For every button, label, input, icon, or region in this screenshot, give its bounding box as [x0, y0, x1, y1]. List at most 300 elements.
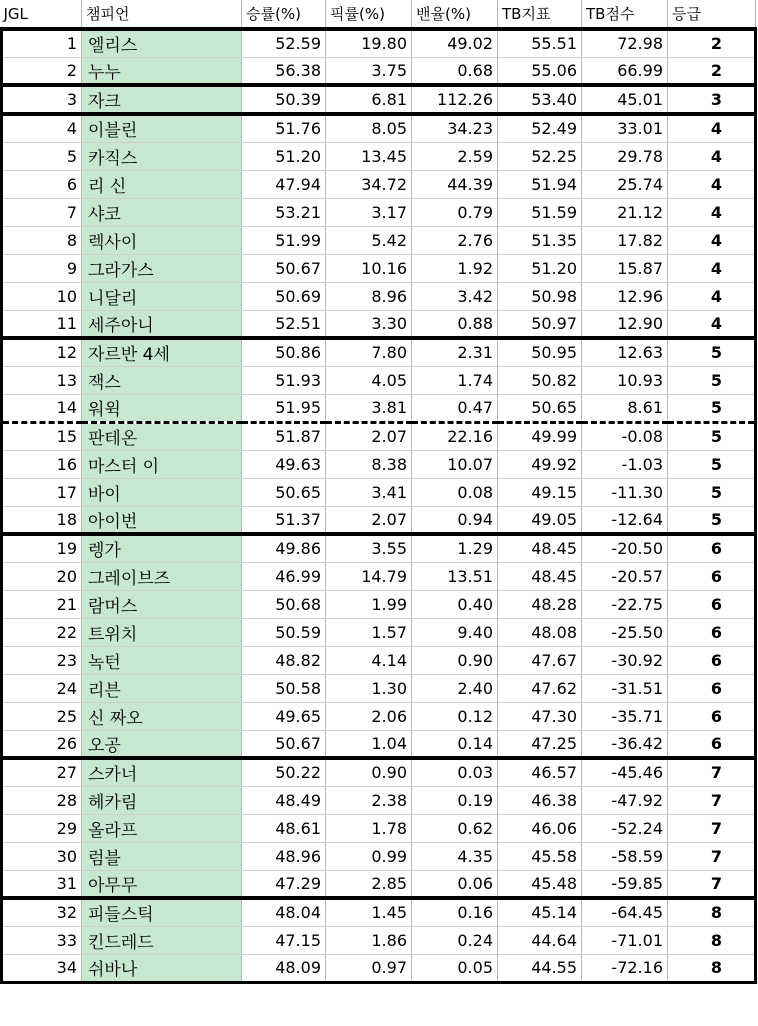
ban-rate-cell[interactable]: 2.76	[412, 226, 498, 254]
tb-index-cell[interactable]: 51.59	[498, 198, 582, 226]
ban-rate-cell[interactable]: 0.05	[412, 954, 498, 982]
ban-rate-cell[interactable]: 2.40	[412, 674, 498, 702]
tier-cell[interactable]: 4	[668, 282, 756, 310]
champion-cell[interactable]: 잭스	[82, 366, 242, 394]
ban-rate-cell[interactable]: 0.40	[412, 590, 498, 618]
tb-index-cell[interactable]: 44.64	[498, 926, 582, 954]
rank-cell[interactable]: 33	[2, 926, 82, 954]
rank-cell[interactable]: 15	[2, 422, 82, 450]
pick-rate-cell[interactable]: 8.05	[326, 114, 412, 142]
table-row	[2, 450, 756, 478]
tier-cell[interactable]: 4	[668, 170, 756, 198]
tb-score-cell[interactable]: -20.57	[582, 562, 668, 590]
tb-index-cell[interactable]: 50.82	[498, 366, 582, 394]
tb-score-cell[interactable]: -25.50	[582, 618, 668, 646]
tier-cell[interactable]: 6	[668, 618, 756, 646]
win-rate-cell[interactable]: 49.86	[242, 534, 326, 562]
rank-cell[interactable]: 20	[2, 562, 82, 590]
rank-cell[interactable]: 31	[2, 870, 82, 898]
champion-cell[interactable]: 올라프	[82, 814, 242, 842]
tb-index-cell[interactable]: 47.62	[498, 674, 582, 702]
champion-cell[interactable]: 워윅	[82, 394, 242, 422]
champion-cell[interactable]: 오공	[82, 730, 242, 758]
tb-score-cell[interactable]: -47.92	[582, 786, 668, 814]
champion-cell[interactable]: 신 짜오	[82, 702, 242, 730]
ban-rate-cell[interactable]: 1.74	[412, 366, 498, 394]
tb-index-cell[interactable]: 44.55	[498, 954, 582, 982]
tb-score-cell[interactable]: 45.01	[582, 85, 668, 114]
tb-score-cell[interactable]: 21.12	[582, 198, 668, 226]
tb-score-cell[interactable]: 12.63	[582, 338, 668, 366]
table-row	[2, 310, 756, 338]
table-row	[2, 422, 756, 450]
win-rate-cell[interactable]: 47.94	[242, 170, 326, 198]
tb-score-cell[interactable]: 29.78	[582, 142, 668, 170]
tier-cell[interactable]: 4	[668, 114, 756, 142]
pick-rate-cell[interactable]: 2.07	[326, 422, 412, 450]
champion-cell[interactable]: 리븐	[82, 674, 242, 702]
win-rate-cell[interactable]: 51.95	[242, 394, 326, 422]
pick-rate-cell[interactable]: 3.17	[326, 198, 412, 226]
tier-cell[interactable]: 5	[668, 338, 756, 366]
ban-rate-cell[interactable]: 2.31	[412, 338, 498, 366]
ban-rate-cell[interactable]: 0.88	[412, 310, 498, 338]
rank-cell[interactable]: 13	[2, 366, 82, 394]
win-rate-cell[interactable]: 48.09	[242, 954, 326, 982]
win-rate-cell[interactable]: 50.22	[242, 758, 326, 786]
pick-rate-cell[interactable]: 5.42	[326, 226, 412, 254]
tier-cell[interactable]: 8	[668, 954, 756, 982]
pick-rate-cell[interactable]: 4.05	[326, 366, 412, 394]
win-rate-cell[interactable]: 51.20	[242, 142, 326, 170]
pick-rate-cell[interactable]: 2.06	[326, 702, 412, 730]
table-row	[2, 534, 756, 562]
tier-cell[interactable]: 7	[668, 758, 756, 786]
champion-cell[interactable]: 녹턴	[82, 646, 242, 674]
tb-score-cell[interactable]: -59.85	[582, 870, 668, 898]
rank-cell[interactable]: 7	[2, 198, 82, 226]
champion-cell[interactable]: 쉬바나	[82, 954, 242, 982]
tb-score-cell[interactable]: 33.01	[582, 114, 668, 142]
tb-score-cell[interactable]: -36.42	[582, 730, 668, 758]
table-row	[2, 702, 756, 730]
ban-rate-cell[interactable]: 0.79	[412, 198, 498, 226]
rank-cell[interactable]: 17	[2, 478, 82, 506]
tb-index-cell[interactable]: 53.40	[498, 85, 582, 114]
tb-score-cell[interactable]: -22.75	[582, 590, 668, 618]
header-tier[interactable]: 등급	[668, 0, 756, 29]
tb-index-cell[interactable]: 50.98	[498, 282, 582, 310]
tb-index-cell[interactable]: 55.06	[498, 57, 582, 85]
tb-index-cell[interactable]: 48.45	[498, 534, 582, 562]
ban-rate-cell[interactable]: 13.51	[412, 562, 498, 590]
tb-index-cell[interactable]: 45.48	[498, 870, 582, 898]
pick-rate-cell[interactable]: 1.04	[326, 730, 412, 758]
win-rate-cell[interactable]: 51.99	[242, 226, 326, 254]
champion-cell[interactable]: 리 신	[82, 170, 242, 198]
pick-rate-cell[interactable]: 6.81	[326, 85, 412, 114]
table-row	[2, 254, 756, 282]
header-row	[2, 0, 756, 29]
tb-index-cell[interactable]: 50.97	[498, 310, 582, 338]
tier-cell[interactable]: 4	[668, 142, 756, 170]
champion-cell[interactable]: 아무무	[82, 870, 242, 898]
tb-score-cell[interactable]: 10.93	[582, 366, 668, 394]
pick-rate-cell[interactable]: 1.45	[326, 898, 412, 926]
tb-score-cell[interactable]: -52.24	[582, 814, 668, 842]
pick-rate-cell[interactable]: 34.72	[326, 170, 412, 198]
pick-rate-cell[interactable]: 3.41	[326, 478, 412, 506]
tb-score-cell[interactable]: 72.98	[582, 29, 668, 57]
tb-score-cell[interactable]: 25.74	[582, 170, 668, 198]
tb-index-cell[interactable]: 49.05	[498, 506, 582, 534]
win-rate-cell[interactable]: 50.65	[242, 478, 326, 506]
table-row	[2, 646, 756, 674]
pick-rate-cell[interactable]: 13.45	[326, 142, 412, 170]
tb-index-cell[interactable]: 51.35	[498, 226, 582, 254]
rank-cell[interactable]: 1	[2, 29, 82, 57]
table-row	[2, 786, 756, 814]
rank-cell[interactable]: 25	[2, 702, 82, 730]
tb-index-cell[interactable]: 48.08	[498, 618, 582, 646]
tb-index-cell[interactable]: 46.57	[498, 758, 582, 786]
pick-rate-cell[interactable]: 2.07	[326, 506, 412, 534]
tb-index-cell[interactable]: 45.58	[498, 842, 582, 870]
rank-cell[interactable]: 14	[2, 394, 82, 422]
tier-cell[interactable]: 4	[668, 226, 756, 254]
ban-rate-cell[interactable]: 0.19	[412, 786, 498, 814]
champion-cell[interactable]: 이블린	[82, 114, 242, 142]
table-row	[2, 758, 756, 786]
ban-rate-cell[interactable]: 10.07	[412, 450, 498, 478]
tier-cell[interactable]: 7	[668, 814, 756, 842]
tier-cell[interactable]: 6	[668, 562, 756, 590]
pick-rate-cell[interactable]: 1.86	[326, 926, 412, 954]
tier-cell[interactable]: 5	[668, 394, 756, 422]
champion-cell[interactable]: 그라가스	[82, 254, 242, 282]
pick-rate-cell[interactable]: 1.57	[326, 618, 412, 646]
rank-cell[interactable]: 21	[2, 590, 82, 618]
tb-score-cell[interactable]: -30.92	[582, 646, 668, 674]
win-rate-cell[interactable]: 51.93	[242, 366, 326, 394]
pick-rate-cell[interactable]: 8.38	[326, 450, 412, 478]
tb-score-cell[interactable]: -11.30	[582, 478, 668, 506]
win-rate-cell[interactable]: 50.68	[242, 590, 326, 618]
pick-rate-cell[interactable]: 14.79	[326, 562, 412, 590]
tier-cell[interactable]: 5	[668, 506, 756, 534]
win-rate-cell[interactable]: 51.37	[242, 506, 326, 534]
header-ban-rate[interactable]: 밴율(%)	[412, 0, 498, 29]
tier-cell[interactable]: 6	[668, 646, 756, 674]
ban-rate-cell[interactable]: 0.24	[412, 926, 498, 954]
champion-cell[interactable]: 럼블	[82, 842, 242, 870]
rank-cell[interactable]: 24	[2, 674, 82, 702]
ban-rate-cell[interactable]: 49.02	[412, 29, 498, 57]
rank-cell[interactable]: 5	[2, 142, 82, 170]
tb-score-cell[interactable]: -1.03	[582, 450, 668, 478]
pick-rate-cell[interactable]: 3.75	[326, 57, 412, 85]
tb-score-cell[interactable]: -31.51	[582, 674, 668, 702]
champion-cell[interactable]: 트위치	[82, 618, 242, 646]
rank-cell[interactable]: 19	[2, 534, 82, 562]
ban-rate-cell[interactable]: 1.29	[412, 534, 498, 562]
win-rate-cell[interactable]: 52.59	[242, 29, 326, 57]
table-row	[2, 506, 756, 534]
tb-score-cell[interactable]: -35.71	[582, 702, 668, 730]
pick-rate-cell[interactable]: 1.99	[326, 590, 412, 618]
win-rate-cell[interactable]: 50.39	[242, 85, 326, 114]
champion-cell[interactable]: 헤카림	[82, 786, 242, 814]
tb-index-cell[interactable]: 46.38	[498, 786, 582, 814]
tier-cell[interactable]: 6	[668, 674, 756, 702]
table-row	[2, 85, 756, 114]
header-jgl[interactable]: JGL	[2, 0, 82, 29]
win-rate-cell[interactable]: 50.67	[242, 254, 326, 282]
tb-score-cell[interactable]: 66.99	[582, 57, 668, 85]
ban-rate-cell[interactable]: 22.16	[412, 422, 498, 450]
table-row	[2, 198, 756, 226]
tier-cell[interactable]: 2	[668, 57, 756, 85]
table-row	[2, 170, 756, 198]
rank-cell[interactable]: 11	[2, 310, 82, 338]
ban-rate-cell[interactable]: 2.59	[412, 142, 498, 170]
tb-score-cell[interactable]: 12.96	[582, 282, 668, 310]
pick-rate-cell[interactable]: 0.90	[326, 758, 412, 786]
champion-cell[interactable]: 아이번	[82, 506, 242, 534]
win-rate-cell[interactable]: 48.82	[242, 646, 326, 674]
tb-score-cell[interactable]: 17.82	[582, 226, 668, 254]
ban-rate-cell[interactable]: 0.12	[412, 702, 498, 730]
champion-cell[interactable]: 바이	[82, 478, 242, 506]
tier-cell[interactable]: 5	[668, 478, 756, 506]
tier-cell[interactable]: 6	[668, 534, 756, 562]
tb-index-cell[interactable]: 49.15	[498, 478, 582, 506]
tier-cell[interactable]: 4	[668, 310, 756, 338]
header-tb-score[interactable]: TB점수	[582, 0, 668, 29]
header-champion[interactable]: 챔피언	[82, 0, 242, 29]
tb-index-cell[interactable]: 51.94	[498, 170, 582, 198]
ban-rate-cell[interactable]: 9.40	[412, 618, 498, 646]
tb-index-cell[interactable]: 50.95	[498, 338, 582, 366]
ban-rate-cell[interactable]: 0.08	[412, 478, 498, 506]
rank-cell[interactable]: 9	[2, 254, 82, 282]
header-tb-index[interactable]: TB지표	[498, 0, 582, 29]
win-rate-cell[interactable]: 48.61	[242, 814, 326, 842]
pick-rate-cell[interactable]: 2.38	[326, 786, 412, 814]
champion-cell[interactable]: 스카너	[82, 758, 242, 786]
tier-cell[interactable]: 6	[668, 590, 756, 618]
ban-rate-cell[interactable]: 44.39	[412, 170, 498, 198]
pick-rate-cell[interactable]: 3.81	[326, 394, 412, 422]
ban-rate-cell[interactable]: 34.23	[412, 114, 498, 142]
ban-rate-cell[interactable]: 3.42	[412, 282, 498, 310]
win-rate-cell[interactable]: 50.59	[242, 618, 326, 646]
win-rate-cell[interactable]: 48.49	[242, 786, 326, 814]
tier-cell[interactable]: 8	[668, 898, 756, 926]
header-pick-rate[interactable]: 픽률(%)	[326, 0, 412, 29]
champion-cell[interactable]: 람머스	[82, 590, 242, 618]
tb-index-cell[interactable]: 48.45	[498, 562, 582, 590]
tb-index-cell[interactable]: 48.28	[498, 590, 582, 618]
tb-index-cell[interactable]: 49.99	[498, 422, 582, 450]
pick-rate-cell[interactable]: 19.80	[326, 29, 412, 57]
pick-rate-cell[interactable]: 8.96	[326, 282, 412, 310]
tb-index-cell[interactable]: 47.25	[498, 730, 582, 758]
ban-rate-cell[interactable]: 1.92	[412, 254, 498, 282]
champion-cell[interactable]: 그레이브즈	[82, 562, 242, 590]
ban-rate-cell[interactable]: 0.94	[412, 506, 498, 534]
tb-score-cell[interactable]: -72.16	[582, 954, 668, 982]
tb-index-cell[interactable]: 46.06	[498, 814, 582, 842]
win-rate-cell[interactable]: 46.99	[242, 562, 326, 590]
win-rate-cell[interactable]: 52.51	[242, 310, 326, 338]
champion-cell[interactable]: 렝가	[82, 534, 242, 562]
pick-rate-cell[interactable]: 0.97	[326, 954, 412, 982]
ban-rate-cell[interactable]: 0.06	[412, 870, 498, 898]
rank-cell[interactable]: 4	[2, 114, 82, 142]
rank-cell[interactable]: 30	[2, 842, 82, 870]
champion-cell[interactable]: 카직스	[82, 142, 242, 170]
header-win-rate[interactable]: 승률(%)	[242, 0, 326, 29]
win-rate-cell[interactable]: 50.58	[242, 674, 326, 702]
ban-rate-cell[interactable]: 0.03	[412, 758, 498, 786]
pick-rate-cell[interactable]: 2.85	[326, 870, 412, 898]
rank-cell[interactable]: 23	[2, 646, 82, 674]
tb-score-cell[interactable]: 15.87	[582, 254, 668, 282]
tb-index-cell[interactable]: 45.14	[498, 898, 582, 926]
ban-rate-cell[interactable]: 0.14	[412, 730, 498, 758]
ban-rate-cell[interactable]: 0.90	[412, 646, 498, 674]
rank-cell[interactable]: 18	[2, 506, 82, 534]
champion-cell[interactable]: 니달리	[82, 282, 242, 310]
rank-cell[interactable]: 28	[2, 786, 82, 814]
win-rate-cell[interactable]: 47.15	[242, 926, 326, 954]
win-rate-cell[interactable]: 48.96	[242, 842, 326, 870]
tb-score-cell[interactable]: 8.61	[582, 394, 668, 422]
rank-cell[interactable]: 16	[2, 450, 82, 478]
ban-rate-cell[interactable]: 112.26	[412, 85, 498, 114]
win-rate-cell[interactable]: 48.04	[242, 898, 326, 926]
win-rate-cell[interactable]: 49.65	[242, 702, 326, 730]
tb-score-cell[interactable]: 12.90	[582, 310, 668, 338]
rank-cell[interactable]: 10	[2, 282, 82, 310]
tb-score-cell[interactable]: -20.50	[582, 534, 668, 562]
table-row	[2, 562, 756, 590]
rank-cell[interactable]: 32	[2, 898, 82, 926]
pick-rate-cell[interactable]: 0.99	[326, 842, 412, 870]
rank-cell[interactable]: 22	[2, 618, 82, 646]
champion-cell[interactable]: 엘리스	[82, 29, 242, 57]
pick-rate-cell[interactable]: 7.80	[326, 338, 412, 366]
table-row	[2, 366, 756, 394]
tb-index-cell[interactable]: 52.25	[498, 142, 582, 170]
champion-cell[interactable]: 피들스틱	[82, 898, 242, 926]
win-rate-cell[interactable]: 56.38	[242, 57, 326, 85]
win-rate-cell[interactable]: 50.86	[242, 338, 326, 366]
win-rate-cell[interactable]: 53.21	[242, 198, 326, 226]
rank-cell[interactable]: 8	[2, 226, 82, 254]
ban-rate-cell[interactable]: 4.35	[412, 842, 498, 870]
pick-rate-cell[interactable]: 3.55	[326, 534, 412, 562]
pick-rate-cell[interactable]: 1.78	[326, 814, 412, 842]
win-rate-cell[interactable]: 47.29	[242, 870, 326, 898]
table-row	[2, 29, 756, 57]
tier-cell[interactable]: 6	[668, 730, 756, 758]
win-rate-cell[interactable]: 49.63	[242, 450, 326, 478]
tb-index-cell[interactable]: 55.51	[498, 29, 582, 57]
tb-index-cell[interactable]: 51.20	[498, 254, 582, 282]
tb-score-cell[interactable]: -12.64	[582, 506, 668, 534]
tier-cell[interactable]: 2	[668, 29, 756, 57]
pick-rate-cell[interactable]: 3.30	[326, 310, 412, 338]
pick-rate-cell[interactable]: 1.30	[326, 674, 412, 702]
champion-cell[interactable]: 마스터 이	[82, 450, 242, 478]
tier-cell[interactable]: 5	[668, 450, 756, 478]
tb-index-cell[interactable]: 52.49	[498, 114, 582, 142]
table-row	[2, 618, 756, 646]
rank-cell[interactable]: 6	[2, 170, 82, 198]
table-row	[2, 730, 756, 758]
champion-cell[interactable]: 자크	[82, 85, 242, 114]
win-rate-cell[interactable]: 51.76	[242, 114, 326, 142]
tb-index-cell[interactable]: 47.30	[498, 702, 582, 730]
tb-score-cell[interactable]: -58.59	[582, 842, 668, 870]
ban-rate-cell[interactable]: 0.62	[412, 814, 498, 842]
rank-cell[interactable]: 27	[2, 758, 82, 786]
tier-cell[interactable]: 3	[668, 85, 756, 114]
rank-cell[interactable]: 26	[2, 730, 82, 758]
rank-cell[interactable]: 34	[2, 954, 82, 982]
champion-cell[interactable]: 샤코	[82, 198, 242, 226]
tier-cell[interactable]: 7	[668, 786, 756, 814]
tier-cell[interactable]: 7	[668, 842, 756, 870]
rank-cell[interactable]: 12	[2, 338, 82, 366]
tb-score-cell[interactable]: -71.01	[582, 926, 668, 954]
tb-score-cell[interactable]: -0.08	[582, 422, 668, 450]
tb-score-cell[interactable]: -64.45	[582, 898, 668, 926]
tier-cell[interactable]: 5	[668, 366, 756, 394]
tb-score-cell[interactable]: -45.46	[582, 758, 668, 786]
rank-cell[interactable]: 3	[2, 85, 82, 114]
win-rate-cell[interactable]: 50.69	[242, 282, 326, 310]
champion-cell[interactable]: 판테온	[82, 422, 242, 450]
tier-cell[interactable]: 6	[668, 702, 756, 730]
champion-cell[interactable]: 렉사이	[82, 226, 242, 254]
rank-cell[interactable]: 29	[2, 814, 82, 842]
pick-rate-cell[interactable]: 4.14	[326, 646, 412, 674]
rank-cell[interactable]: 2	[2, 57, 82, 85]
ban-rate-cell[interactable]: 0.47	[412, 394, 498, 422]
ban-rate-cell[interactable]: 0.68	[412, 57, 498, 85]
win-rate-cell[interactable]: 50.67	[242, 730, 326, 758]
champion-cell[interactable]: 자르반 4세	[82, 338, 242, 366]
tier-cell[interactable]: 4	[668, 198, 756, 226]
tier-cell[interactable]: 8	[668, 926, 756, 954]
win-rate-cell[interactable]: 51.87	[242, 422, 326, 450]
champion-cell[interactable]: 누누	[82, 57, 242, 85]
champion-cell[interactable]: 킨드레드	[82, 926, 242, 954]
tier-cell[interactable]: 4	[668, 254, 756, 282]
tier-cell[interactable]: 7	[668, 870, 756, 898]
pick-rate-cell[interactable]: 10.16	[326, 254, 412, 282]
champion-cell[interactable]: 세주아니	[82, 310, 242, 338]
tier-cell[interactable]: 5	[668, 422, 756, 450]
tb-index-cell[interactable]: 50.65	[498, 394, 582, 422]
tb-index-cell[interactable]: 47.67	[498, 646, 582, 674]
tb-index-cell[interactable]: 49.92	[498, 450, 582, 478]
ban-rate-cell[interactable]: 0.16	[412, 898, 498, 926]
table-row	[2, 926, 756, 954]
